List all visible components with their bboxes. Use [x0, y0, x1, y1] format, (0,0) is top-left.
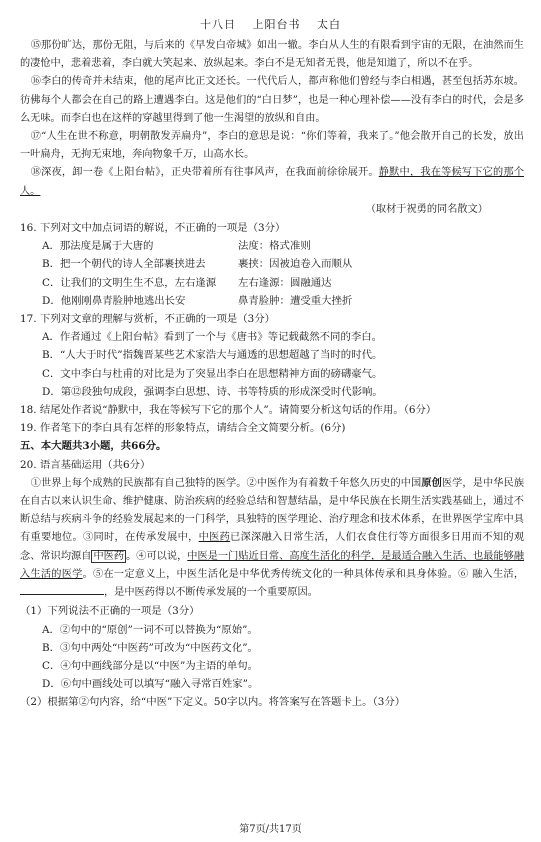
p20-segment-2: 医学，是中华民族在自古以来认识生命、维护健康、防治疾病的经验总结和智慧结晶，是中华民族在长期生活实践基础上，通过不断总结与疾病斗争的经验发展起来的一门科学，具独特的医学理论、治疗理念和技术体系，在世界医学宝库中具有重要地位。③同时，在传承发展中， — [20, 477, 525, 544]
question-17-option-d: D．第⑫段独句成段，强调李白思想、诗、书等特质的形成深受时代影响。 — [42, 385, 383, 398]
question-17-option-a: A．作者通过《上阳台帖》看到了一个与《唐书》等记载截然不同的李白。 — [42, 331, 383, 344]
page-footer: 第7页/共17页 — [239, 824, 302, 835]
question-20-2: （2）根据第②句内容，给“中医”下定义。50字以内。将答案写在答题卡上。（3分） — [20, 696, 406, 709]
passage-paragraph-16: ⑯李白的传奇并未结束，他的尾声比正文还长。一代代后人，都声称他们曾经与李白相遇，甚至包括苏东坡。彷佛每个人都会在自己的路上遭遇李白。这是他们的“白日梦”，也是一种心理补偿——没有李白的时代，会是多么无味。而李白也在这样的穿越里得到了他一生渴望的放纵和自由。 — [20, 76, 524, 124]
source-note: （取材于祝勇的同名散文） — [365, 203, 488, 215]
p20-segment-1: ①世界上每个成熟的民族都有自己独特的医学。②中医作为有着数千年悠久历史的中国 — [30, 477, 422, 489]
question-19: 19. 作者笔下的李白具有怎样的形象特点，请结合全文简要分析。(6分) — [20, 422, 346, 435]
header-title: 上阳台书 — [252, 18, 301, 31]
passage-paragraph-18 — [20, 164, 524, 200]
section-five-heading: 五、本大题共3小题，共66分。 — [20, 440, 167, 453]
header-author: 太白 — [317, 18, 341, 31]
p20-word-yuanchuang: 原创 — [421, 476, 442, 489]
question-18: 18. 结尾处作者说“静默中，我在等候写下它的那个人”。请简要分析这句话的作用。（6分） — [20, 404, 437, 417]
page-header — [0, 16, 541, 32]
option-d-text: D．他刚刚鼻青脸肿地逃出长安 — [42, 294, 186, 307]
question-20-1-option-d: D．⑥句中画线处可以填写“融入寻常百姓家”。 — [42, 678, 259, 691]
question-20-1-stem: （1）下列说法不正确的一项是（3分） — [20, 605, 200, 618]
passage-paragraph-15: ⑮那份旷达，那份无阻，与后来的《早发白帝城》如出一辙。李白从人生的有限看到宇宙的无限，在油然而生的凄怆中，悲着悲着，李白就大笑起来、放纵起来。李白不是无知者无畏，他是知道了，所以不在乎。 — [20, 40, 524, 70]
passage-paragraph-17: ⑰“人生在世不称意，明朝散发弄扁舟”，李白的意思是说：“你们等着，我来了。”他会散开自己的长发，放出一叶扁舟，无拘无束地，奔向物象千万，山高水长。 — [20, 131, 524, 161]
header-date: 十八日 — [200, 18, 236, 31]
underlined-sentence: 静默中，我在等候写下它的那个人。 — [20, 167, 525, 197]
question-16-stem: 16. 下列对文中加点词语的解说，不正确的一项是（3分） — [20, 222, 286, 235]
p20-segment-6: ，是中医药得以不断传承发展的一个重要原因。 — [104, 587, 318, 599]
p20-word-zhongyiyao-1: 中医药 — [198, 532, 231, 544]
p20-word-zhongyiyao-2: 中医药 — [93, 550, 125, 562]
question-20-1-option-c: C．④句中画线部分是以“中医”为主语的单句。 — [42, 659, 258, 672]
answer-blank — [20, 584, 104, 595]
question-20-heading: 20. 语言基础运用（共6分） — [20, 458, 151, 471]
question-17-option-b: B．“人大于时代”指魏晋某些艺术家浩大与通透的思想超越了当时的时代。 — [42, 349, 383, 362]
page-body — [20, 37, 524, 712]
question-20-1-option-b: B．③句中两处“中医药”可改为“中医药文化”。 — [42, 641, 258, 654]
option-c-explanation: 左右逢源：圆融通达 — [238, 276, 332, 289]
p20-underlined-phrase: 中医是一门贴近日常、高度生活化的科学，是最适合融入生活、也最能够融入生活的医学 — [20, 550, 525, 580]
option-d-explanation: 鼻青脸肿：遭受重大挫折 — [238, 294, 353, 307]
option-b-text: B．把一个朝代的诗人全部裹挟进去 — [42, 258, 206, 271]
p20-segment-3: 已深深融入日常生活，人们衣食住行等方面很多日用而不知的观念、常识均源自 — [20, 532, 525, 562]
question-17-option-c: C．文中李白与杜甫的对比是为了突显出李白在思想精神方面的磅礴豪气。 — [42, 367, 383, 380]
option-c-text: C．让我们的文明生生不息，左右逢源 — [42, 276, 217, 289]
option-a-text: A．那法度是属于大唐的 — [42, 240, 154, 253]
p20-segment-5: 。⑤在一定意义上，中医生活化是中华优秀传统文化的一种具体传承和具身体验。⑥ 融入生活， — [82, 568, 525, 580]
question-20-passage — [20, 474, 524, 602]
p20-segment-4: 。④可以说， — [126, 550, 188, 562]
option-b-explanation: 裹挟：因被迫卷入而顺从 — [238, 258, 353, 271]
question-16-option-a — [20, 237, 524, 255]
question-16-option-b — [20, 255, 524, 273]
question-17-stem: 17. 下列对文章的理解与赏析，不正确的一项是（3分） — [20, 313, 276, 326]
question-16-option-c — [20, 274, 524, 292]
option-a-explanation: 法度：格式准则 — [238, 240, 311, 253]
question-20-1-option-a: A．②句中的“原创”一词不可以替换为“原始”。 — [42, 623, 258, 636]
passage-paragraph-18-text: ⑱深夜，卸一卷《上阳台帖》，正央带着所有往事风声，在我面前徐徐展开。 — [30, 167, 379, 179]
question-16-option-d — [20, 292, 524, 310]
